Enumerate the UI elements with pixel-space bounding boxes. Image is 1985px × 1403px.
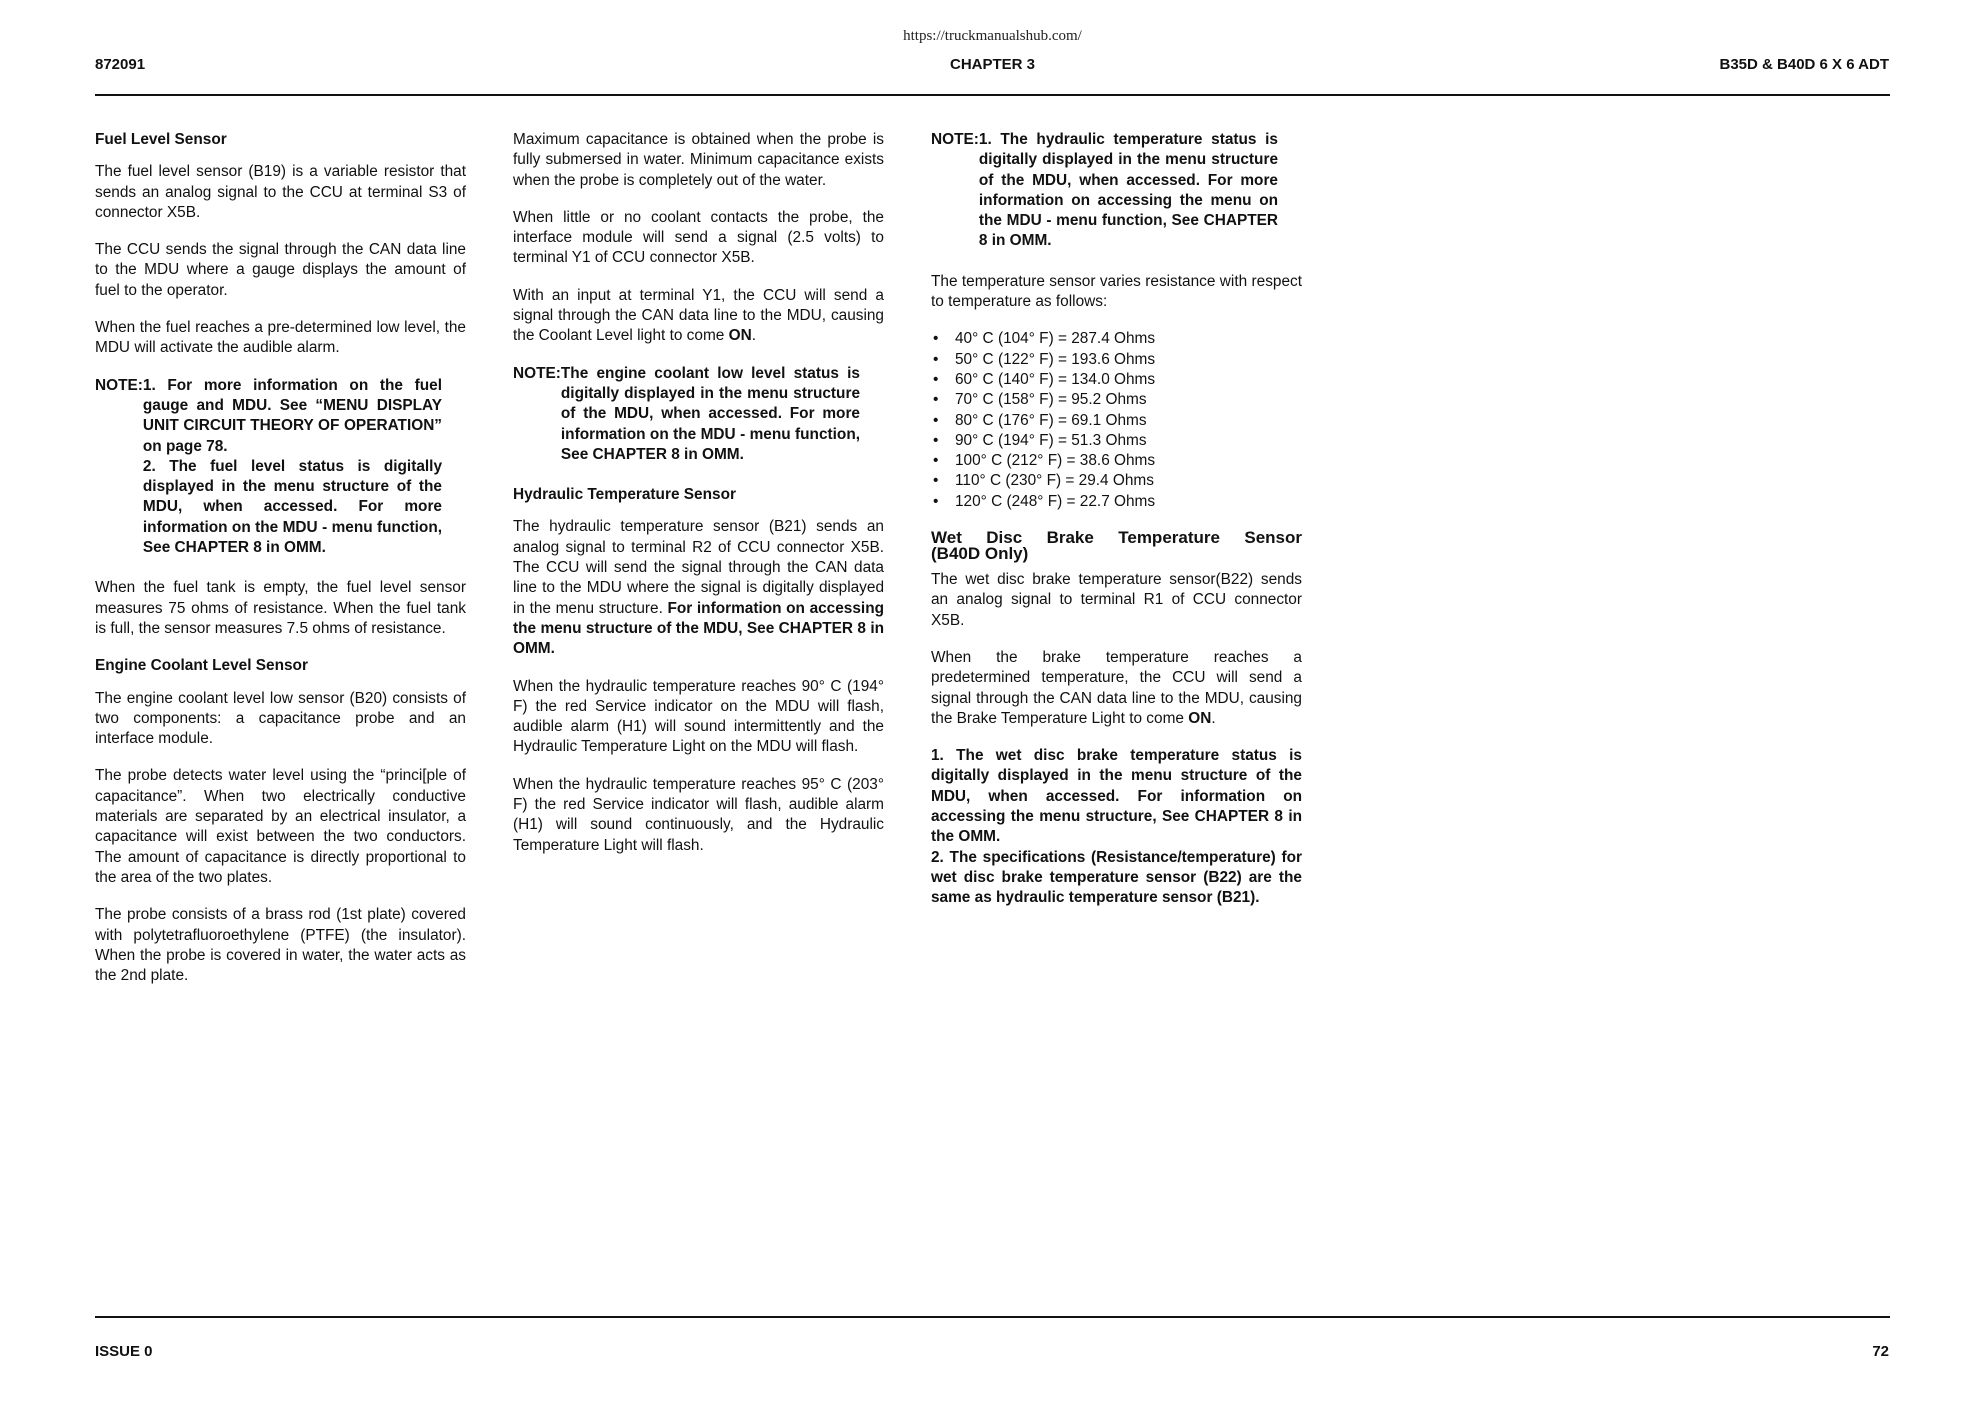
list-item: • 70° C (158° F) = 95.2 Ohms: [931, 390, 1302, 410]
fuel-paragraph-3: When the fuel reaches a pre-determined low level, the MDU will activate the audible alarm.: [95, 319, 466, 357]
coolant-paragraph-2: The probe detects water level using the “princi[ple of capacitance”. When two electrically conductive materials are separated by an electrical insulator, a capacitance will exist between the two conductors. The amount of capacitance is directly proportional to the area of the two plates.: [95, 767, 466, 886]
fuel-note-item-1: 1. For more information on the fuel gauge and MDU. See “MENU DISPLAY UNIT CIRCUIT THEORY OF OPERATION” on page 78.: [142, 376, 442, 455]
brake-light-on: ON: [1188, 709, 1212, 727]
header-rule: [95, 94, 1890, 96]
list-item: • 110° C (230° F) = 29.4 Ohms: [931, 471, 1302, 491]
temperature-list: [931, 329, 1302, 512]
list-item: • 120° C (248° F) = 22.7 Ohms: [931, 492, 1302, 512]
note-label: NOTE:: [95, 376, 143, 394]
hydraulic-paragraph-1-bold: For information on accessing the menu structure of the MDU, See CHAPTER 8 in OMM.: [513, 599, 885, 658]
brake-paragraph-2-end: .: [1211, 709, 1216, 727]
capacitance-paragraph: Maximum capacitance is obtained when the probe is fully submersed in water. Minimum capacitance exists when the probe is completely out of the water.: [513, 131, 884, 189]
hydraulic-paragraph-1-text: The hydraulic temperature sensor (B21) sends an analog signal to terminal R2 of CCU connector X5B. The CCU will send the signal through the CAN data line to the MDU where the signal is digitally displayed in the menu structure.: [513, 518, 884, 617]
temperature-intro: The temperature sensor varies resistance with respect to temperature as follows:: [931, 272, 1302, 311]
list-item: • 80° C (176° F) = 69.1 Ohms: [931, 411, 1302, 431]
brake-paragraph-1: The wet disc brake temperature sensor(B22) sends an analog signal to terminal R1 of CCU connector X5B.: [931, 571, 1302, 629]
model-title: B35D & B40D 6 X 6 ADT: [1719, 56, 1889, 73]
hydraulic-paragraph-3: When the hydraulic temperature reaches 95° C (203° F) the red Service indicator will flash, audible alarm (H1) will sound continuously, and the Hydraulic Temperature Light will flash.: [513, 775, 884, 854]
source-url[interactable]: https://truckmanualshub.com/: [903, 28, 1082, 44]
list-item: • 90° C (194° F) = 51.3 Ohms: [931, 431, 1302, 451]
list-item: • 40° C (104° F) = 287.4 Ohms: [931, 329, 1302, 349]
hydraulic-paragraph-1: [513, 517, 884, 659]
note-label: NOTE:: [513, 364, 561, 382]
fuel-paragraph-1: The fuel level sensor (B19) is a variable resistor that sends an analog signal to the CCU at terminal S3 of connector X5B.: [95, 163, 466, 221]
fuel-note-item-2: 2. The fuel level status is digitally displayed in the menu structure of the MDU, when accessed. For more information on the MDU - menu function, See CHAPTER 8 in OMM.: [142, 457, 442, 557]
coolant-light-end: .: [751, 327, 756, 345]
note-label: NOTE:: [931, 131, 979, 148]
list-item: • 60° C (140° F) = 134.0 Ohms: [931, 370, 1302, 390]
coolant-note-text: The engine coolant low level status is digitally displayed in the menu structure of the MDU, when accessed. For more information on the MDU - menu function, See CHAPTER 8 in OMM.: [560, 364, 860, 463]
list-item: • 50° C (122° F) = 193.6 Ohms: [931, 350, 1302, 370]
fuel-paragraph-2: The CCU sends the signal through the CAN data line to the MDU where a gauge displays the amount of fuel to the operator.: [95, 241, 466, 299]
coolant-light-text: With an input at terminal Y1, the CCU will send a signal through the CAN data line to the MDU, causing the Coolant Level light to come: [513, 286, 884, 345]
issue-label: ISSUE 0: [95, 1343, 153, 1360]
probe-signal-paragraph: When little or no coolant contacts the probe, the interface module will send a signal (2.5 volts) to terminal Y1 of CCU connector X5B.: [513, 208, 884, 267]
wet-disc-brake-heading-line-2: (B40D Only): [931, 544, 1029, 564]
hydraulic-note-text: 1. The hydraulic temperature status is digitally displayed in the menu structure of the MDU, when accessed. For more information on accessing the menu on the MDU - menu function, See CHAPTER 8 in OMM.: [978, 131, 1278, 250]
fuel-paragraph-4: When the fuel tank is empty, the fuel level sensor measures 75 ohms of resistance. When the fuel tank is full, the sensor measures 7.5 ohms of resistance.: [95, 579, 466, 637]
brake-item-2: 2. The specifications (Resistance/temperature) for wet disc brake temperature sensor (B22) are the same as hydraulic temperature sensor (B21).: [931, 848, 1302, 907]
fuel-note: [95, 376, 442, 559]
column-2: [513, 130, 884, 873]
coolant-paragraph-1: The engine coolant level low sensor (B20) consists of two components: a capacitance probe and an interface module.: [95, 689, 466, 748]
wet-disc-brake-heading: [931, 530, 1302, 562]
brake-paragraph-2-text: When the brake temperature reaches a predetermined temperature, the CCU will send a signal through the CAN data line to the MDU, causing the Brake Temperature Light to come: [931, 648, 1302, 727]
brake-item-1: 1. The wet disc brake temperature status is digitally displayed in the menu structure of the MDU, when accessed. For information on accessing the menu structure, See CHAPTER 8 in the OMM.: [931, 747, 1302, 846]
wet-disc-brake-heading-line-1: Wet Disc Brake Temperature Sensor: [931, 528, 1302, 548]
brake-paragraph-2: [931, 648, 1302, 729]
coolant-level-heading: Engine Coolant Level Sensor: [95, 657, 308, 675]
coolant-light-paragraph: [513, 286, 884, 347]
coolant-paragraph-3: The probe consists of a brass rod (1st plate) covered with polytetrafluoroethylene (PTFE) (the insulator). When the probe is covered in water, the water acts as the 2nd plate.: [95, 906, 466, 985]
coolant-note: [513, 364, 860, 465]
footer-rule: [95, 1316, 1890, 1318]
hydraulic-note: [931, 130, 1278, 252]
coolant-light-on: ON: [728, 327, 752, 345]
hydraulic-paragraph-2: When the hydraulic temperature reaches 90° C (194° F) the red Service indicator on the MDU will flash, audible alarm (H1) will sound intermittently and the Hydraulic Temperature Light on the MDU will flash.: [513, 677, 884, 756]
column-3: [931, 130, 1302, 909]
chapter-title: CHAPTER 3: [949, 56, 1035, 73]
list-item: • 100° C (212° F) = 38.6 Ohms: [931, 451, 1302, 471]
column-1: [95, 130, 466, 1003]
page-number: 72: [1872, 1343, 1889, 1360]
document-number: 872091: [95, 56, 146, 73]
hydraulic-temp-heading: Hydraulic Temperature Sensor: [513, 486, 736, 504]
fuel-level-heading: Fuel Level Sensor: [95, 131, 227, 148]
